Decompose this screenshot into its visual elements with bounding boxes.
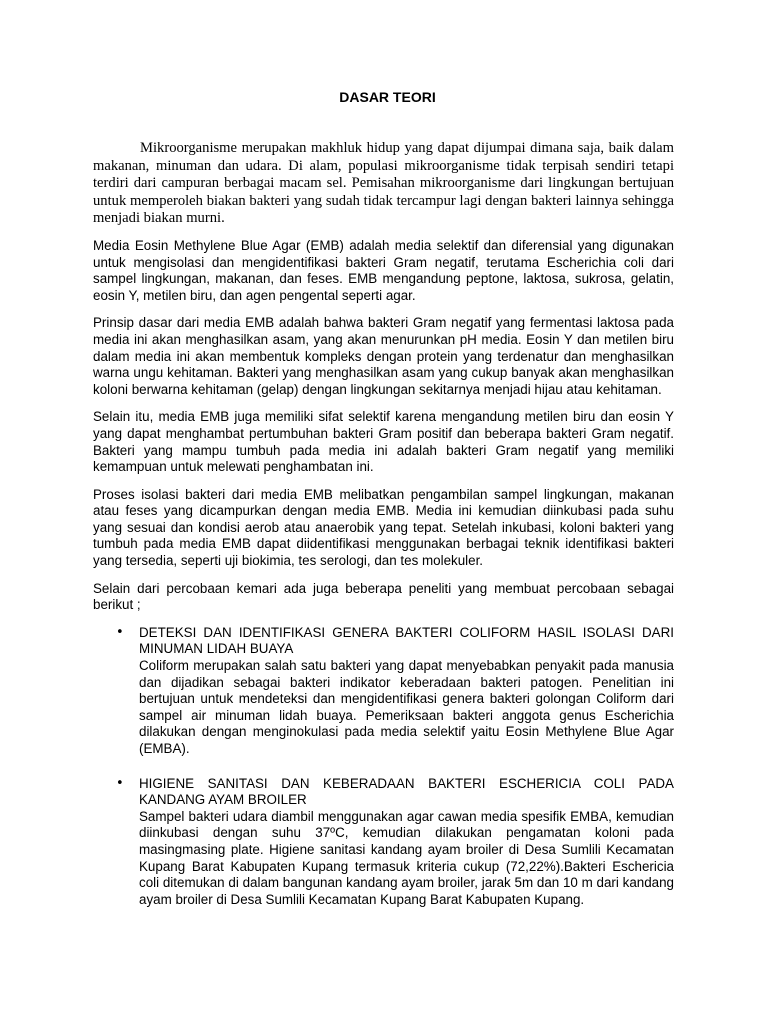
reference-body: Coliform merupakan salah satu bakteri yang dapat menyebabkan penyakit pada manusia dan dijadikan sebagai bakteri indikator keberadaan bakteri patogen. Penelitian ini bertujuan untuk mendeteksi dan mengidentifikasi genera bakteri golongan Coliform dari sampel air minuman lidah buaya. Pemeriksaan bakteri anggota genus Escherichia dilakukan dengan menginokulasi pada media selektif yaitu Eosin Methylene Blue Agar (EMBA). xyxy=(139,658,674,756)
page-title: DASAR TEORI xyxy=(339,89,436,105)
reference-item xyxy=(93,625,674,758)
paragraph-emb-principle: Prinsip dasar dari media EMB adalah bahwa bakteri Gram negatif yang fermentasi laktosa pada media ini akan menghasilkan asam, yang akan menurunkan pH media. Eosin Y dan metilen biru dalam media ini akan membentuk kompleks dengan protein yang terdenatur dan menghasilkan warna ungu kehitaman. Bakteri yang menghasilkan asam yang cukup banyak akan menghasilkan koloni berwarna kehitaman (gelap) dengan lingkungan sekitarnya menjadi hijau atau kehitaman. xyxy=(93,315,674,397)
reference-list xyxy=(93,625,674,909)
reference-title: DETEKSI DAN IDENTIFIKASI GENERA BAKTERI COLIFORM HASIL ISOLASI DARI MINUMAN LIDAH BUAYA xyxy=(139,624,674,657)
paragraph-emb-selective: Selain itu, media EMB juga memiliki sifat selektif karena mengandung metilen biru dan eosin Y yang dapat menghambat pertumbuhan bakteri Gram positif dan beberapa bakteri Gram negatif. Bakteri yang mampu tumbuh pada media ini adalah bakteri Gram negatif yang memiliki kemampuan untuk melewati penghambatan ini. xyxy=(93,409,674,475)
reference-body: Sampel bakteri udara diambil menggunakan agar cawan media spesifik EMBA, kemudian diinkubasi dengan suhu 37ºC, kemudian dilakukan pengamatan koloni pada masingmasing plate. Higiene sanitasi kandang ayam broiler di Desa Sumlili Kecamatan Kupang Barat Kabupaten Kupang termasuk kriteria cukup (72,22%).Bakteri Eschericia coli ditemukan di dalam bangunan kandang ayam broiler, jarak 5m dan 10 m dari kandang ayam broiler di Desa Sumlili Kecamatan Kupang Barat Kabupaten Kupang. xyxy=(139,808,674,907)
paragraph-references-intro: Selain dari percobaan kemari ada juga beberapa peneliti yang membuat percobaan sebagai berikut ; xyxy=(93,580,674,613)
reference-title: HIGIENE SANITASI DAN KEBERADAAN BAKTERI ESCHERICIA COLI PADA KANDANG AYAM BROILER xyxy=(139,775,674,808)
reference-item xyxy=(93,776,674,909)
bullet-icon: • xyxy=(116,775,124,791)
paragraph-isolation-process: Proses isolasi bakteri dari media EMB melibatkan pengambilan sampel lingkungan, makanan atau feses yang dicampurkan dengan media EMB. Media ini kemudian diinkubasi pada suhu yang sesuai dan kondisi aerob atau anaerobik yang tepat. Setelah inkubasi, koloni bakteri yang tumbuh pada media EMB dapat diidentifikasi menggunakan berbagai teknik identifikasi bakteri yang tersedia, seperti uji biokimia, tes serologi, dan tes molekuler. xyxy=(93,486,674,569)
bullet-icon: • xyxy=(116,624,124,640)
paragraph-emb-definition: Media Eosin Methylene Blue Agar (EMB) adalah media selektif dan diferensial yang digunakan untuk mengisolasi dan mengidentifikasi bakteri Gram negatif, terutama Escherichia coli dari sampel lingkungan, makanan, dan feses. EMB mengandung peptone, laktosa, sukrosa, gelatin, eosin Y, metilen biru, dan agen pengental seperti agar. xyxy=(93,237,674,303)
paragraph-intro: Mikroorganisme merupakan makhluk hidup yang dapat dijumpai dimana saja, baik dalam makanan, minuman dan udara. Di alam, populasi mikroorganisme tidak terpisah sendiri tetapi terdiri dari campuran berbagai macam sel. Pemisahan mikroorganisme dari lingkungan bertujuan untuk memperoleh biakan bakteri yang sudah tidak tercampur lagi dengan bakteri lainnya sehingga menjadi biakan murni. xyxy=(93,140,674,227)
